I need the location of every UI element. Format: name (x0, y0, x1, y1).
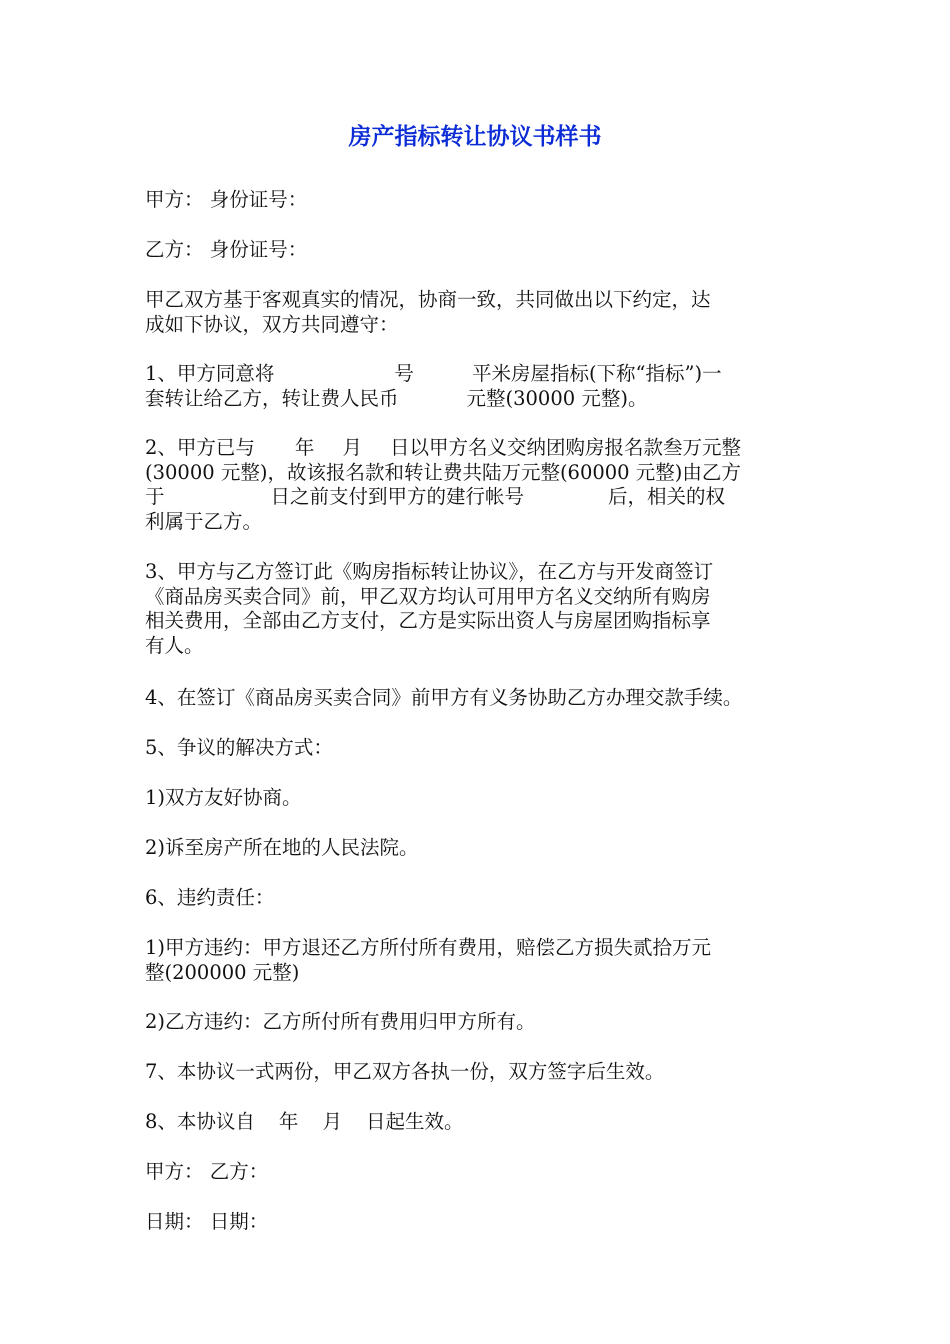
intro-paragraph (145, 288, 810, 337)
clause-7: 7、本协议一式两份，甲乙双方各执一份，双方签字后生效。 (145, 1060, 665, 1083)
clause-1-text: 元整(30000 元整)。 (466, 386, 648, 410)
clause-2-text: 2、甲方已与 (145, 436, 255, 459)
intro-line: 成如下协议，双方共同遵守： (145, 312, 399, 336)
clause-6-item-1-line: 1)甲方违约：甲方退还乙方所付所有费用，赔偿乙方损失贰拾万元 (145, 936, 712, 959)
clause-3-line: 相关费用，全部由乙方支付，乙方是实际出资人与房屋团购指标享 (145, 609, 711, 632)
clause-8 (145, 1110, 810, 1135)
party-a-line: 甲方： 身份证号： (145, 188, 308, 211)
clause-2-line-2: (30000 元整)，故该报名款和转让费共陆万元整(60000 元整)由乙方 (145, 460, 741, 484)
clause-3-line: 有人。 (145, 633, 204, 657)
clause-1-line-2 (145, 387, 810, 412)
clause-6: 6、违约责任： (145, 886, 275, 909)
clause-6-item-1-line: 整(200000 元整) (145, 960, 300, 984)
clause-8-text: 8、本协议自 (145, 1110, 255, 1133)
clause-1-text: 平米房屋指标(下称“指标”)一 (471, 362, 722, 385)
clause-1 (145, 362, 810, 411)
clause-2-line-4: 利属于乙方。 (145, 509, 263, 533)
clause-2-text: 年 (294, 436, 315, 459)
clause-8-text: 年 (278, 1110, 299, 1133)
clause-3 (145, 560, 810, 658)
party-b-line: 乙方： 身份证号： (145, 238, 308, 261)
clause-6-item-2: 2)乙方违约：乙方所付所有费用归甲方所有。 (145, 1010, 536, 1033)
signature-parties: 甲方： 乙方： (145, 1160, 269, 1183)
clause-4: 4、在签订《商品房买卖合同》前甲方有义务协助乙方办理交款手续。 (145, 686, 743, 709)
clause-1-line-1 (145, 362, 810, 387)
clause-2-text: 后，相关的权 (608, 485, 726, 508)
clause-5-item-2: 2)诉至房产所在地的人民法院。 (145, 836, 419, 859)
signature-dates: 日期： 日期： (145, 1210, 269, 1233)
clause-2-text: 于 (145, 485, 165, 508)
clause-2-text: 日之前支付到甲方的建行帐号 (270, 485, 525, 508)
clause-2-line-1 (145, 436, 810, 461)
clause-2-line-3 (145, 485, 810, 510)
clause-8-text: 日起生效。 (365, 1110, 464, 1133)
clause-3-line: 《商品房买卖合同》前，甲乙双方均认可用甲方名义交纳所有购房 (145, 584, 711, 608)
clause-2-text: 日以甲方名义交纳团购房报名款叁万元整 (389, 436, 741, 459)
intro-line: 甲乙双方基于客观真实的情况，协商一致，共同做出以下约定，达 (145, 288, 711, 311)
clause-8-text: 月 (322, 1110, 342, 1133)
clause-3-line: 3、甲方与乙方签订此《购房指标转让协议》，在乙方与开发商签订 (145, 560, 714, 583)
clause-5-item-1: 1)双方友好协商。 (145, 786, 302, 809)
clause-6-item-1 (145, 936, 810, 985)
clause-2-text: 月 (342, 436, 362, 459)
clause-5: 5、争议的解决方式： (145, 736, 333, 759)
clause-2 (145, 436, 810, 534)
document-title: 房产指标转让协议书样书 (348, 124, 602, 150)
clause-1-text: 套转让给乙方，转让费人民币 (145, 386, 399, 410)
clause-1-text: 1、甲方同意将 (145, 362, 275, 385)
clause-1-text: 号 (394, 362, 414, 385)
